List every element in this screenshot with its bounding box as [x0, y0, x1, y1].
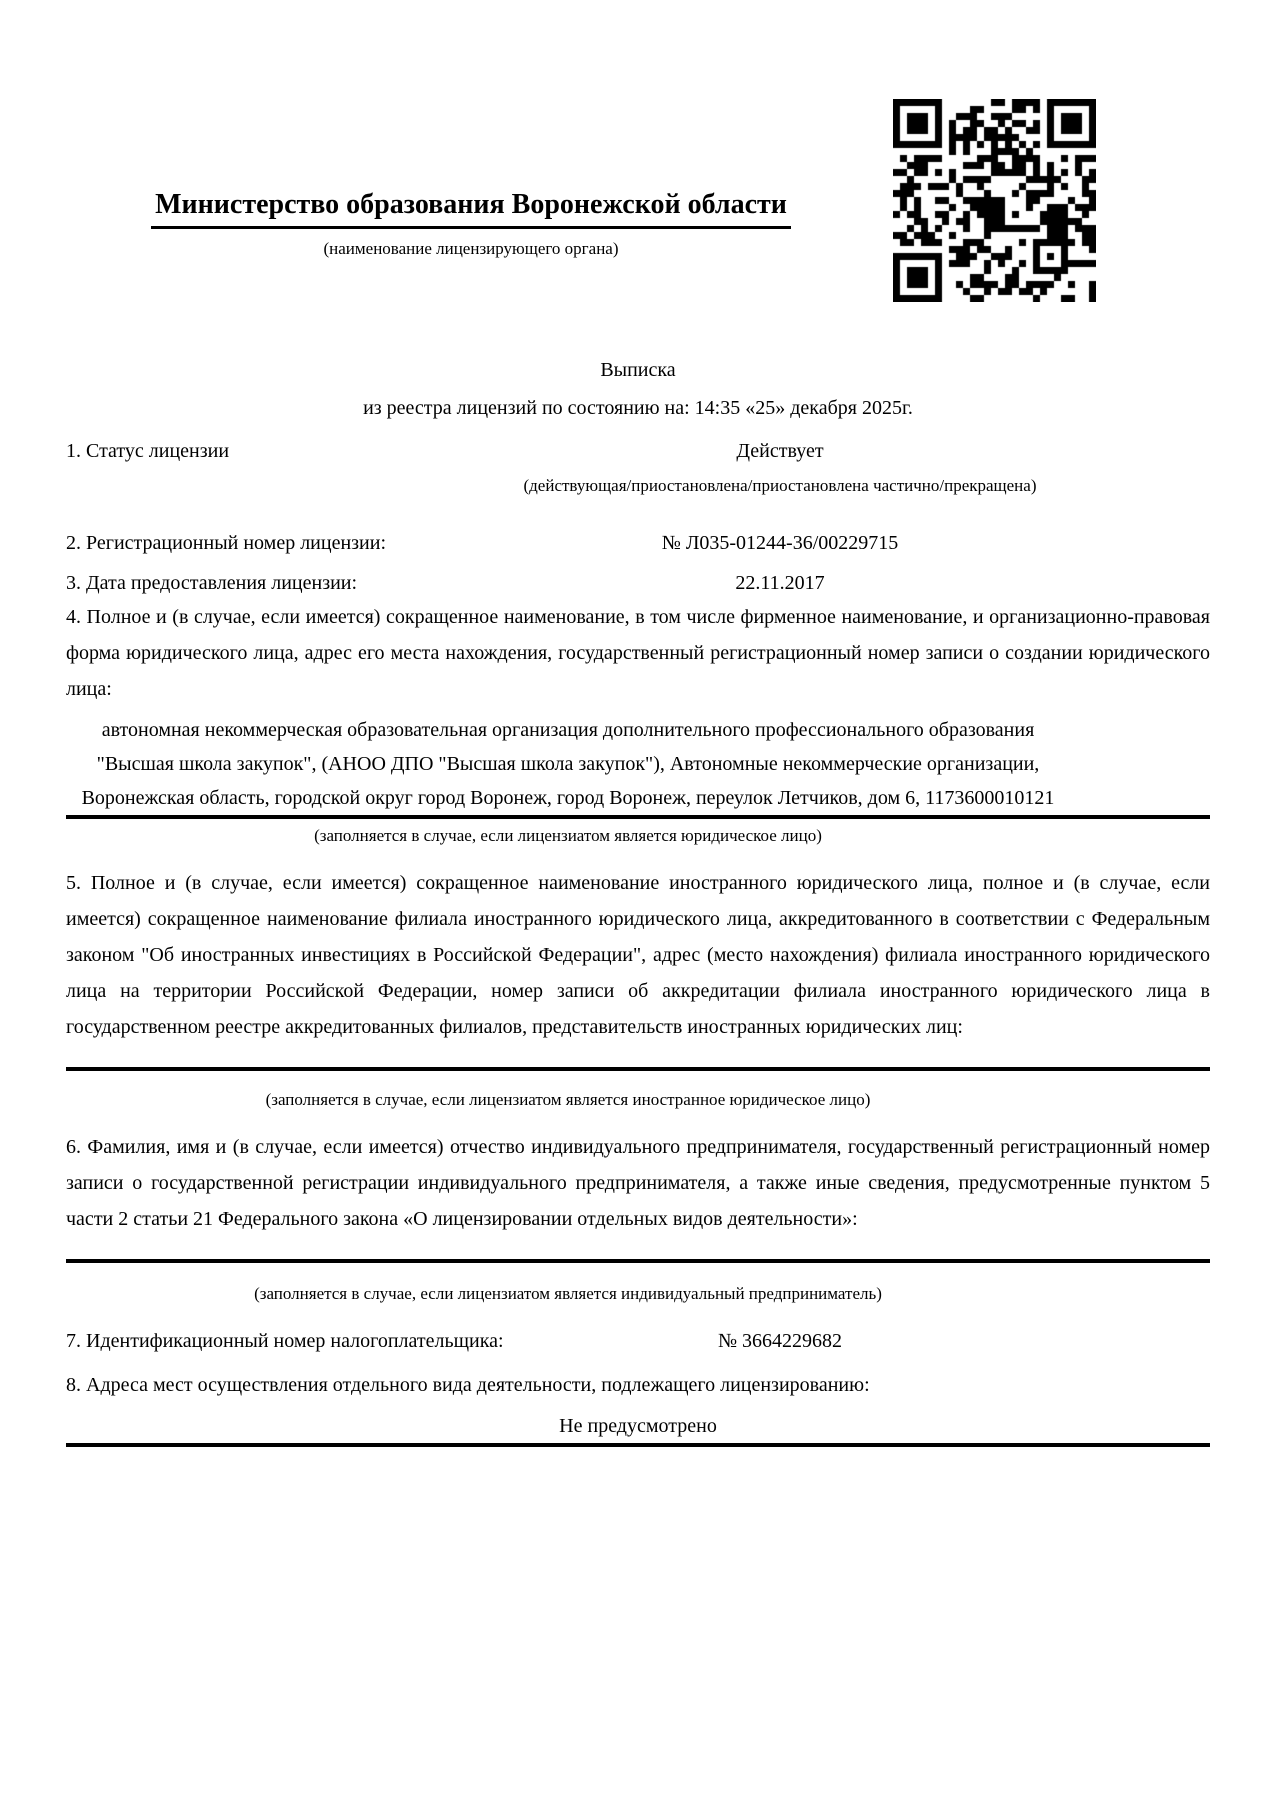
- divider-line: [66, 1443, 1210, 1447]
- document-header: [66, 0, 876, 261]
- row-license-status: [66, 433, 1210, 469]
- document-title: Выписка: [600, 359, 676, 381]
- row-grant-date: [66, 565, 1210, 601]
- grant-date-label: 3. Дата предоставления лицензии:: [66, 572, 358, 594]
- license-status-caption: (действующая/приостановлена/приостановлена частично/прекращена): [523, 476, 1037, 495]
- taxpayer-number-label: 7. Идентификационный номер налогоплательщика:: [66, 1330, 504, 1352]
- registration-number-value: № Л035-01244-36/00229715: [661, 532, 899, 554]
- qr-code-icon: [893, 99, 1096, 302]
- foreign-entity-caption: (заполняется в случае, если лицензиатом является иностранное юридическое лицо): [265, 1090, 871, 1109]
- foreign-entity-clause: 5. Полное и (в случае, если имеется) сокращенное наименование иностранного юридического лица, полное и (в случае, если имеется) сокращенное наименование филиала иностранного юридического лица, аккредитованного в соответствии с Федеральным законом "Об иностранных инвестициях в Российской Федерации", адрес (место нахождения) филиала иностранного юридического лица на территории Российской Федерации, номер записи об аккредитации филиала иностранного юридического лица в государственном реестре аккредитованных филиалов, представительств иностранных юридических лиц:: [66, 872, 1210, 1038]
- individual-entrepreneur-caption: (заполняется в случае, если лицензиатом является индивидуальный предприниматель): [254, 1284, 882, 1303]
- document-body: [66, 351, 1210, 1447]
- row-taxpayer-number: [66, 1323, 1210, 1359]
- legal-entity-value: автономная некоммерческая образовательная организация дополнительного профессионального образования "Высшая школа закупок", (АНОО ДПО "Высшая школа закупок"), Автономные некоммерческие организации, Воронежская область, городской округ город Воронеж, город Воронеж, переулок Летчиков, дом 6, 1173600010121: [81, 719, 1055, 809]
- individual-entrepreneur-clause: 6. Фамилия, имя и (в случае, если имеется) отчество индивидуального предпринимателя, государственный регистрационный номер записи о государственной регистрации индивидуального предпринимателя, а также иные сведения, предусмотренные пунктом 5 части 2 статьи 21 Федерального закона «О лицензировании отдельных видов деятельности»:: [66, 1136, 1210, 1230]
- legal-entity-caption: (заполняется в случае, если лицензиатом является юридическое лицо): [314, 826, 822, 845]
- licensing-authority-caption: (наименование лицензирующего органа): [323, 239, 619, 258]
- licensing-authority-name: Министерство образования Воронежской области: [151, 188, 791, 229]
- registration-number-label: 2. Регистрационный номер лицензии:: [66, 532, 387, 554]
- activity-addresses-value: Не предусмотрено: [559, 1415, 717, 1437]
- document-subtitle: из реестра лицензий по состоянию на: 14:35 «25» декабря 2025г.: [363, 397, 913, 419]
- qr-code-container: [889, 97, 1100, 312]
- grant-date-value: 22.11.2017: [735, 572, 825, 594]
- license-status-label: 1. Статус лицензии: [66, 440, 230, 462]
- activity-addresses-label: 8. Адреса мест осуществления отдельного вида деятельности, подлежащего лицензированию:: [66, 1374, 870, 1396]
- taxpayer-number-value: № 3664229682: [717, 1330, 843, 1352]
- license-status-value: Действует: [736, 440, 824, 462]
- legal-entity-clause: 4. Полное и (в случае, если имеется) сокращенное наименование, в том числе фирменное наименование, и организационно-правовая форма юридического лица, адрес его места нахождения, государственный регистрационный номер записи о создании юридического лица:: [66, 606, 1210, 700]
- divider-line: [66, 1259, 1210, 1263]
- row-registration-number: [66, 525, 1210, 561]
- row-activity-addresses: [66, 1367, 1210, 1403]
- divider-line: [66, 815, 1210, 819]
- divider-line: [66, 1067, 1210, 1071]
